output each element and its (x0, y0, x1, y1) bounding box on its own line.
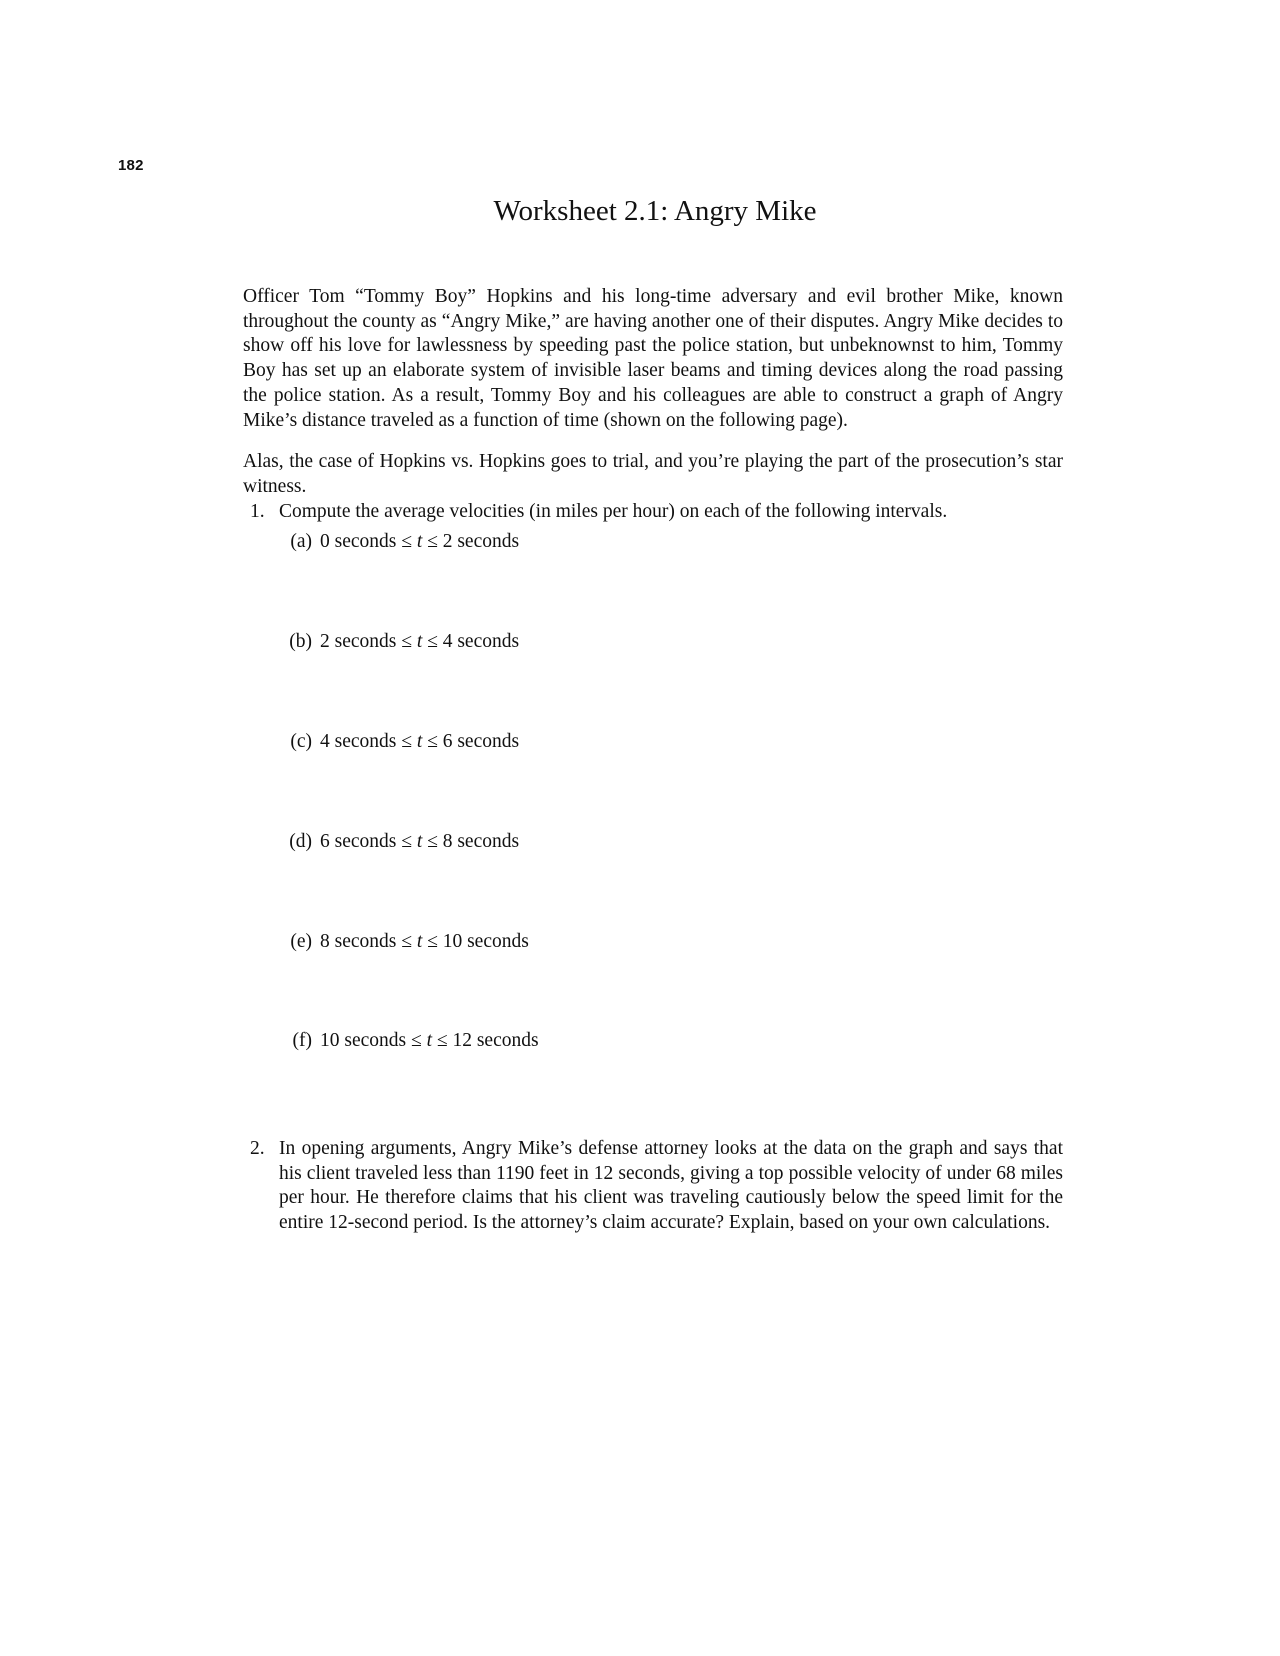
item-label: (d) (289, 831, 312, 852)
leq-symbol: ≤ (411, 1030, 422, 1051)
leq-symbol: ≤ (427, 531, 438, 552)
question-1-item-c (278, 730, 519, 754)
item-label: (a) (290, 531, 312, 552)
question-1-item-e (278, 930, 529, 954)
interval-end: 6 seconds (442, 731, 520, 752)
interval-end: 12 seconds (452, 1030, 539, 1051)
interval-end: 2 seconds (442, 531, 520, 552)
variable-t: t (416, 531, 423, 552)
item-label: (b) (289, 631, 312, 652)
interval-end: 8 seconds (442, 831, 520, 852)
question-2-number: 2. (250, 1138, 265, 1159)
question-2-text: In opening arguments, Angry Mike’s defense attorney looks at the data on the graph and says that his client traveled less than 1190 feet in 12 seconds, giving a top possible velocity of under 68 miles per hour. He therefore claims that his client was traveling cautiously below the speed limit for the entire 12-second period. Is the attorney’s claim accurate? Explain, based on your own calculations. (279, 1138, 1063, 1234)
second-paragraph: Alas, the case of Hopkins vs. Hopkins goes to trial, and you’re playing the part of the prosecution’s star witness. (243, 451, 1063, 497)
leq-symbol: ≤ (401, 631, 412, 652)
leq-symbol: ≤ (401, 931, 412, 952)
leq-symbol: ≤ (427, 931, 438, 952)
item-label: (f) (292, 1030, 312, 1051)
interval-start: 8 seconds (320, 931, 397, 952)
page-number: 182 (118, 157, 144, 174)
question-1-number: 1. (250, 501, 265, 522)
question-1-item-b (278, 630, 519, 654)
leq-symbol: ≤ (436, 1030, 448, 1051)
intro-paragraph: Officer Tom “Tommy Boy” Hopkins and his long-time adversary and evil brother Mike, known throughout the county as “Angry Mike,” are having another one of their disputes. Angry Mike decides to show off his love for lawlessness by speeding past the police station, but unbeknownst to him, Tommy Boy has set up an elaborate system of invisible laser beams and timing devices along the road passing the police station. As a result, Tommy Boy and his colleagues are able to construct a graph of Angry Mike’s distance traveled as a function of time (shown on the following page). (243, 286, 1063, 431)
interval-start: 4 seconds (320, 731, 397, 752)
question-1-item-d (278, 830, 519, 854)
leq-symbol: ≤ (427, 731, 438, 752)
leq-symbol: ≤ (427, 831, 438, 852)
interval-end: 10 seconds (442, 931, 529, 952)
leq-symbol: ≤ (401, 531, 412, 552)
variable-t: t (416, 831, 423, 852)
variable-t: t (426, 1030, 432, 1051)
leq-symbol: ≤ (427, 631, 438, 652)
question-1-item-a (278, 530, 519, 554)
variable-t: t (416, 731, 423, 752)
variable-t: t (416, 931, 423, 952)
question-1-item-f (278, 1029, 539, 1053)
item-label: (e) (290, 931, 312, 952)
interval-end: 4 seconds (442, 631, 520, 652)
interval-start: 2 seconds (320, 631, 397, 652)
interval-start: 10 seconds (320, 1030, 407, 1051)
interval-start: 6 seconds (320, 831, 397, 852)
interval-start: 0 seconds (320, 531, 397, 552)
question-1 (250, 500, 947, 524)
question-2 (250, 1137, 1063, 1236)
variable-t: t (416, 631, 423, 652)
question-1-text: Compute the average velocities (in miles per hour) on each of the following intervals. (279, 501, 948, 522)
leq-symbol: ≤ (401, 731, 412, 752)
page-title: Worksheet 2.1: Angry Mike (493, 195, 817, 227)
leq-symbol: ≤ (401, 831, 412, 852)
item-label: (c) (290, 731, 312, 752)
